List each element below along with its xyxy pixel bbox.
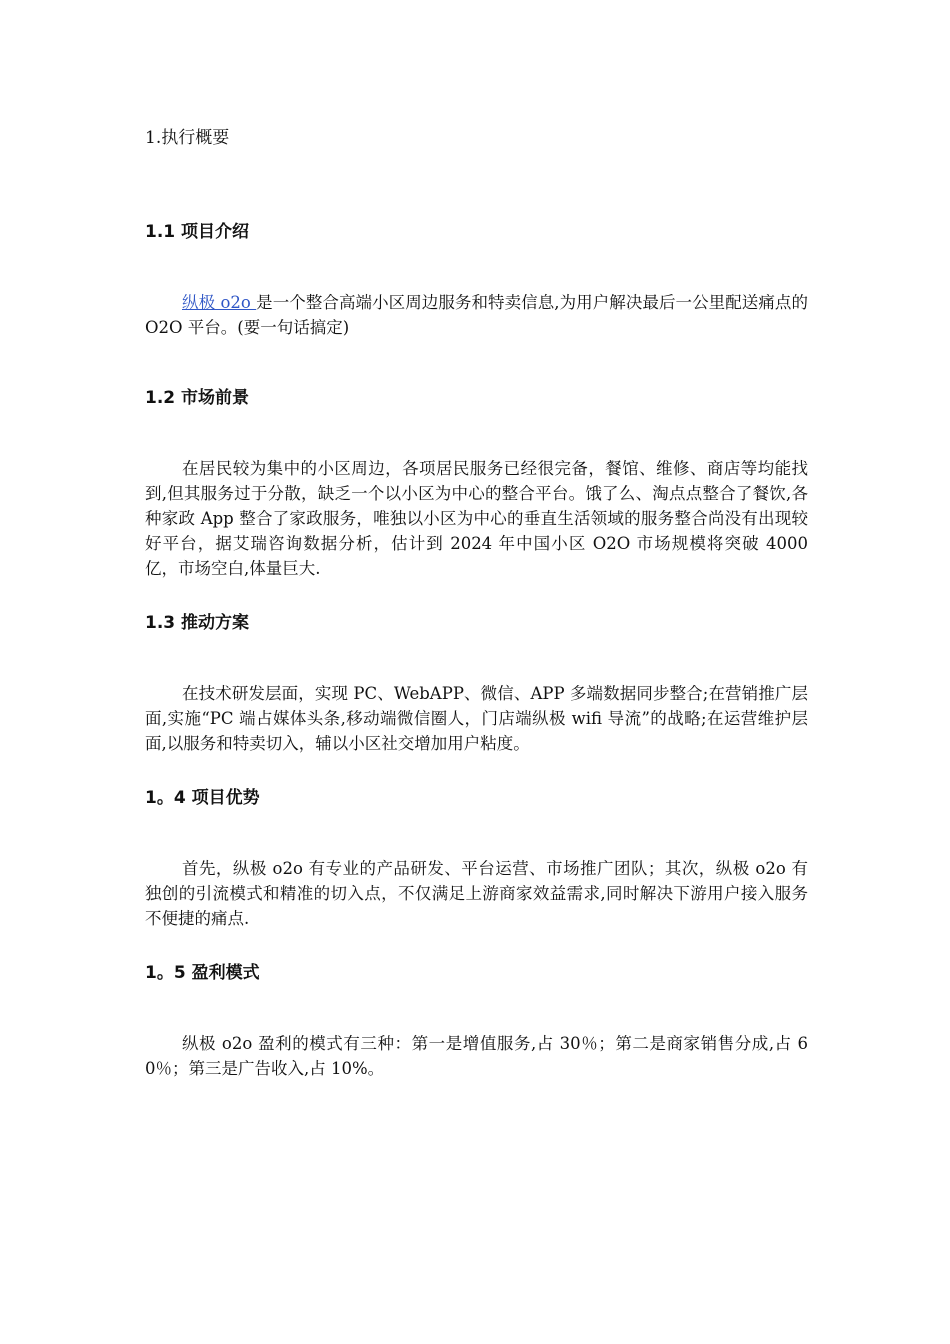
section-heading: 1.3 推动方案 [145, 613, 250, 633]
section-heading: 1.1 项目介绍 [145, 222, 250, 242]
paragraph-text: 是一个整合高端小区周边服务和特卖信息,为用户解决最后一公里配送痛点的 O2O 平台。(要一句话搞定) [145, 293, 809, 337]
section-heading: 1。5 盈利模式 [145, 963, 260, 983]
section-profit-model [145, 961, 808, 1081]
product-link[interactable]: 纵极 o2o [182, 293, 257, 312]
section-heading: 1。4 项目优势 [145, 788, 260, 808]
section-project-advantages [145, 786, 808, 931]
section-paragraph: 首先，纵极 o2o 有专业的产品研发、平台运营、市场推广团队；其次，纵极 o2o 有独创的引流模式和精准的切入点，不仅满足上游商家效益需求,同时解决下游用户接入服务不便捷的痛点. [145, 859, 808, 928]
section-heading: 1.2 市场前景 [145, 388, 250, 408]
section-paragraph: 在居民较为集中的小区周边，各项居民服务已经很完备，餐馆、维修、商店等均能找到,但其服务过于分散，缺乏一个以小区为中心的整合平台。饿了么、淘点点整合了餐饮,各种家政 App 整合了家政服务，唯独以小区为中心的垂直生活领域的服务整合尚没有出现较好平台，据艾瑞咨询数据分析，估计到 2024 年中国小区 O2O 市场规模将突破 4000 亿，市场空白,体量巨大. [145, 459, 808, 578]
section-project-intro [145, 220, 808, 340]
section-paragraph: 纵极 o2o 盈利的模式有三种：第一是增值服务,占 30％；第二是商家销售分成,占 60％；第三是广告收入,占 10%。 [145, 1034, 809, 1078]
document-title: 1.执行概要 [145, 128, 230, 148]
section-paragraph [145, 290, 808, 340]
section-market-outlook [145, 386, 808, 581]
section-paragraph: 在技术研发层面，实现 PC、WebAPP、微信、APP 多端数据同步整合;在营销推广层面,实施“PC 端占媒体头条,移动端微信圈人，门店端纵极 wifi 导流”的战略;在运营维护层面,以服务和特卖切入，辅以小区社交增加用户粘度。 [145, 684, 808, 753]
section-promotion-plan [145, 611, 808, 756]
document-body [145, 126, 808, 1111]
